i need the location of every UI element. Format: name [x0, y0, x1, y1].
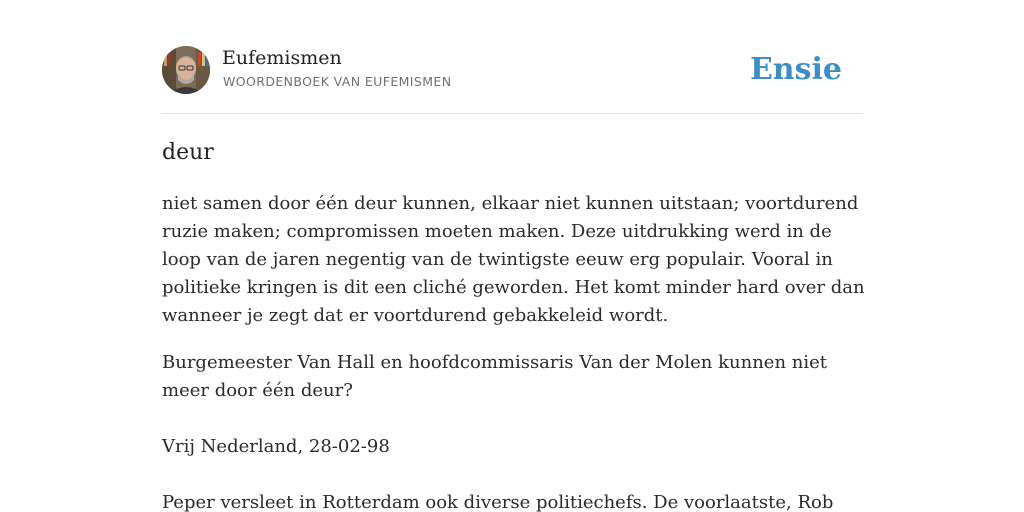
site-header	[162, 46, 862, 96]
site-name[interactable]: Eufemismen	[222, 47, 342, 69]
entry-headword: deur	[162, 140, 214, 165]
entry-quote: Burgemeester Van Hall en hoofdcommissaris Van der Molen kunnen niet meer door één deur?	[162, 352, 828, 401]
avatar-portrait-icon	[162, 46, 210, 94]
entry-quote-source: Vrij Nederland, 28-02-98	[162, 436, 390, 457]
entry-body	[162, 190, 867, 512]
ensie-logo-link[interactable]: Ensie	[749, 52, 842, 87]
site-subtitle: WOORDENBOEK VAN EUFEMISMEN	[223, 74, 452, 89]
entry-definition: niet samen door één deur kunnen, elkaar niet kunnen uitstaan; voortdurend ruzie maken; compromissen moeten maken. Deze uitdrukking werd in de loop van de jaren negentig van de twintigste eeuw erg populair. Vooral in politieke kringen is dit een cliché geworden. Het komt minder hard over dan wanneer je zegt dat er voortdurend gebakkeleid wordt.	[162, 193, 865, 326]
header-divider	[162, 113, 862, 114]
author-avatar[interactable]	[162, 46, 210, 94]
entry-quote-second: Peper versleet in Rotterdam ook diverse politiechefs. De voorlaatste, Rob	[162, 492, 834, 512]
